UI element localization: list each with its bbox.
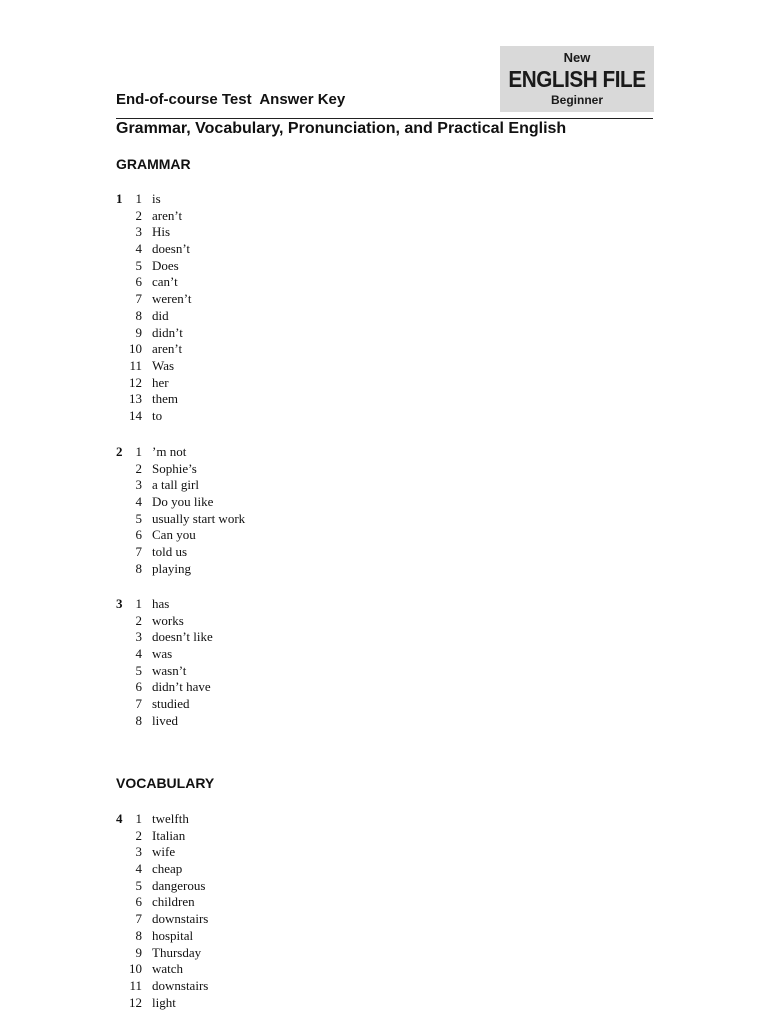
answer-item [0, 878, 400, 895]
answer-item [0, 894, 400, 911]
answer-item [0, 291, 400, 308]
item-answer: weren’t [152, 291, 192, 307]
answer-item [0, 613, 400, 630]
item-number: 3 [135, 477, 142, 493]
item-number: 9 [135, 324, 142, 340]
item-number: 10 [129, 341, 142, 357]
answer-list [0, 811, 400, 1011]
item-answer: them [152, 391, 178, 407]
item-number: 2 [135, 207, 142, 223]
exercise-number: 4 [116, 811, 123, 826]
answer-item [0, 208, 400, 225]
answer-item [0, 325, 400, 342]
item-number: 5 [135, 877, 142, 893]
answer-item [0, 861, 400, 878]
item-answer: to [152, 407, 163, 423]
item-answer: has [152, 596, 170, 611]
answer-item [0, 629, 400, 646]
document-subtitle: Grammar, Vocabulary, Pronunciation, and Practical English [116, 120, 567, 137]
item-answer: her [152, 374, 169, 390]
item-number: 7 [135, 544, 142, 560]
answer-list [0, 596, 400, 730]
answer-item [0, 511, 400, 528]
answer-item [0, 561, 400, 578]
item-answer: Sophie’s [152, 460, 197, 476]
item-number: 2 [135, 827, 142, 843]
answer-item [0, 596, 400, 613]
item-answer: Does [152, 257, 179, 273]
logo-line-english-file: ENGLISH FILE [508, 66, 646, 92]
section-heading-grammar: GRAMMAR [116, 156, 191, 172]
answer-item [0, 811, 400, 828]
item-number: 11 [129, 357, 142, 373]
item-answer: Thursday [152, 944, 202, 960]
item-number: 1 [135, 811, 142, 826]
answer-item [0, 696, 400, 713]
item-number: 2 [135, 460, 142, 476]
answer-item [0, 274, 400, 291]
item-answer: playing [152, 560, 191, 576]
item-answer: light [152, 994, 176, 1010]
item-answer: hospital [152, 927, 194, 943]
item-answer: did [152, 307, 169, 323]
answer-item [0, 928, 400, 945]
answer-item [0, 477, 400, 494]
item-number: 12 [129, 994, 142, 1010]
new-english-file-logo [500, 46, 654, 112]
answer-list [0, 191, 400, 425]
exercise-number: 3 [116, 596, 123, 611]
item-answer: children [152, 894, 195, 910]
item-number: 5 [135, 510, 142, 526]
item-number: 8 [135, 560, 142, 576]
item-number: 12 [129, 374, 142, 390]
item-number: 11 [129, 977, 142, 993]
item-number: 4 [135, 646, 142, 662]
answer-item [0, 713, 400, 730]
item-answer: works [152, 612, 184, 628]
answer-item [0, 945, 400, 962]
item-answer: Do you like [152, 494, 214, 510]
logo-line-beginner: Beginner [550, 93, 603, 107]
answer-item [0, 978, 400, 995]
item-answer: is [152, 191, 161, 206]
item-answer: ’m not [152, 444, 187, 459]
item-number: 8 [135, 927, 142, 943]
answer-item [0, 646, 400, 663]
item-answer: doesn’t [152, 241, 191, 257]
answer-item [0, 191, 400, 208]
item-number: 3 [135, 844, 142, 860]
exercise-number: 1 [116, 191, 123, 206]
item-number: 7 [135, 911, 142, 927]
item-answer: downstairs [152, 977, 209, 993]
answer-item [0, 408, 400, 425]
item-number: 6 [135, 527, 142, 543]
item-number: 1 [135, 191, 142, 206]
item-number: 8 [135, 307, 142, 323]
item-number: 5 [135, 257, 142, 273]
answer-item [0, 961, 400, 978]
item-answer: didn’t [152, 324, 183, 340]
item-number: 5 [135, 662, 142, 678]
item-number: 7 [135, 696, 142, 712]
item-answer: studied [152, 696, 190, 712]
item-number: 4 [135, 861, 142, 877]
item-answer: wife [152, 844, 176, 860]
item-number: 1 [135, 444, 142, 459]
item-answer: watch [152, 961, 184, 977]
item-number: 13 [129, 391, 142, 407]
item-number: 10 [129, 961, 142, 977]
item-answer: aren’t [152, 207, 183, 223]
answer-item [0, 375, 400, 392]
item-number: 1 [135, 596, 142, 611]
answer-item [0, 444, 400, 461]
answer-item [0, 494, 400, 511]
answer-item [0, 663, 400, 680]
item-number: 6 [135, 274, 142, 290]
item-number: 4 [135, 241, 142, 257]
answer-item [0, 258, 400, 275]
answer-item [0, 224, 400, 241]
item-number: 3 [135, 224, 142, 240]
answer-item [0, 527, 400, 544]
item-answer: was [152, 646, 173, 662]
answer-item [0, 828, 400, 845]
answer-list [0, 444, 400, 578]
item-answer: aren’t [152, 341, 183, 357]
item-number: 7 [135, 291, 142, 307]
item-answer: can’t [152, 274, 178, 290]
answer-item [0, 679, 400, 696]
answer-item [0, 844, 400, 861]
item-answer: usually start work [152, 510, 246, 526]
item-answer: didn’t have [152, 679, 211, 695]
item-answer: His [152, 224, 171, 240]
item-answer: dangerous [152, 877, 206, 893]
answer-item [0, 995, 400, 1012]
answer-item [0, 308, 400, 325]
item-answer: Was [152, 357, 175, 373]
item-answer: cheap [152, 861, 183, 877]
item-number: 9 [135, 944, 142, 960]
item-number: 2 [135, 612, 142, 628]
exercise-number: 2 [116, 444, 123, 459]
item-number: 6 [135, 894, 142, 910]
answer-item [0, 391, 400, 408]
item-answer: wasn’t [152, 662, 187, 678]
logo-line-new: New [563, 50, 591, 65]
item-number: 4 [135, 494, 142, 510]
item-answer: downstairs [152, 911, 209, 927]
item-answer: Can you [152, 527, 196, 543]
answer-item [0, 341, 400, 358]
item-number: 3 [135, 629, 142, 645]
answer-item [0, 911, 400, 928]
item-answer: twelfth [152, 811, 189, 826]
answer-item [0, 358, 400, 375]
item-number: 14 [129, 407, 142, 423]
answer-item [0, 544, 400, 561]
item-number: 8 [135, 712, 142, 728]
answer-item [0, 461, 400, 478]
item-answer: a tall girl [152, 477, 199, 493]
item-answer: Italian [152, 827, 186, 843]
item-number: 6 [135, 679, 142, 695]
answer-item [0, 241, 400, 258]
item-answer: told us [152, 544, 188, 560]
item-answer: doesn’t like [152, 629, 213, 645]
item-answer: lived [152, 712, 178, 728]
section-heading-vocabulary: VOCABULARY [116, 775, 215, 791]
document-title: End-of-course Test Answer Key [116, 91, 346, 108]
